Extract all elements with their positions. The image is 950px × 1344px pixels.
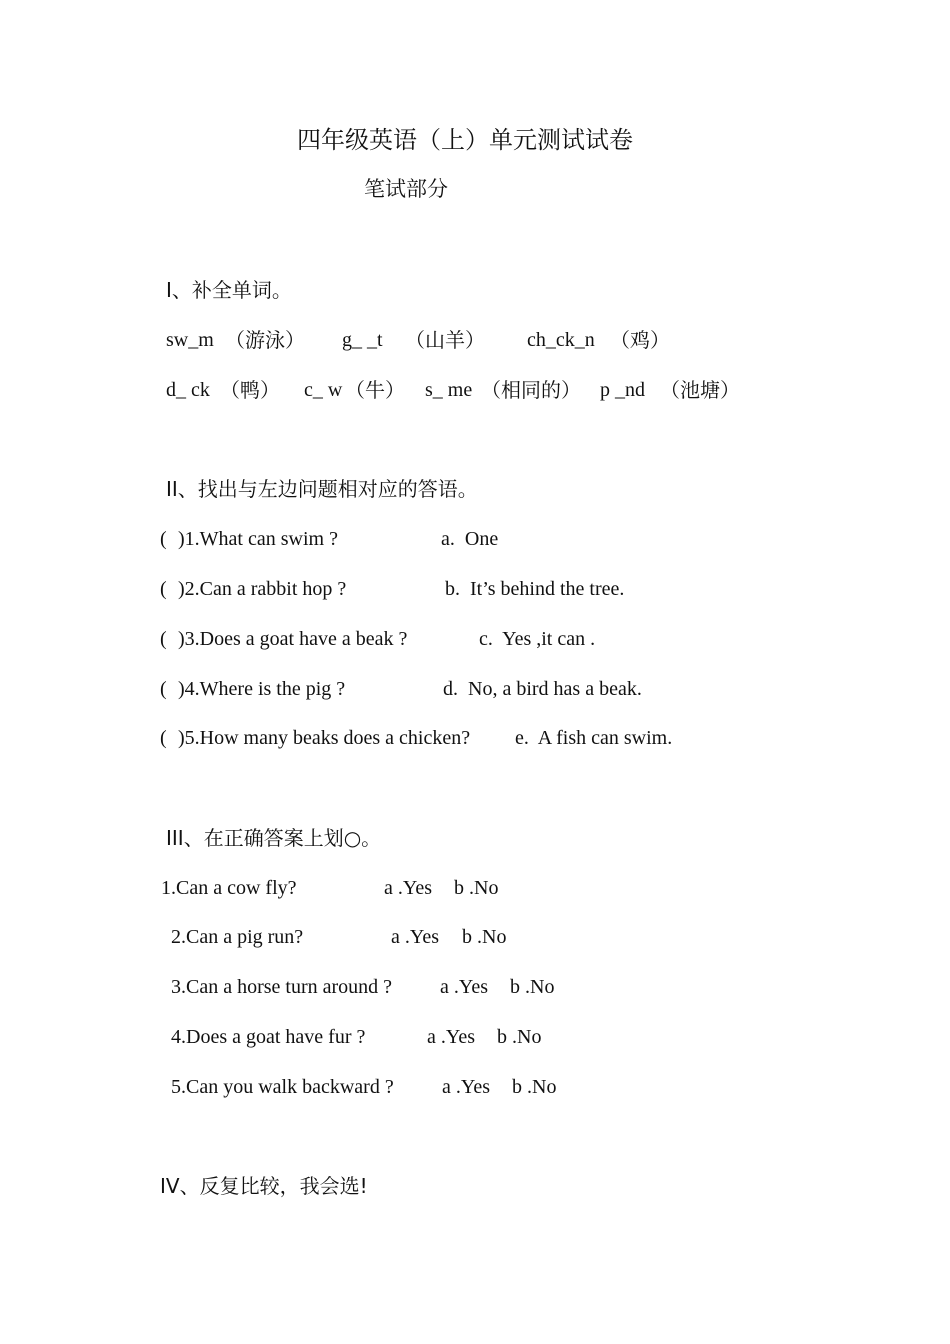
section-3-heading: III、在正确答案上划○。 xyxy=(166,826,382,850)
blank-word: d_ ck xyxy=(166,379,210,401)
matching-question: )3.Does a goat have a beak ? xyxy=(178,628,408,650)
option-a: a .Yes xyxy=(384,877,432,899)
matching-question: )4.Where is the pig ? xyxy=(178,678,346,700)
section-2-heading: II、找出与左边问题相对应的答语。 xyxy=(166,477,478,501)
matching-question: )2.Can a rabbit hop ? xyxy=(178,578,347,600)
matching-answer: a. One xyxy=(441,528,499,550)
option-a: a .Yes xyxy=(440,976,488,998)
blank-word: ch_ck_n xyxy=(527,329,595,351)
matching-answer: c. Yes ,it can . xyxy=(479,628,596,650)
word-meaning: （鸭） xyxy=(220,378,280,402)
word-meaning: （相同的） xyxy=(481,378,581,402)
section-1-heading: I、补全单词。 xyxy=(166,278,292,302)
option-b: b .No xyxy=(462,926,507,948)
choice-question: 5.Can you walk backward ? xyxy=(171,1076,394,1098)
option-a: a .Yes xyxy=(427,1026,475,1048)
option-a: a .Yes xyxy=(442,1076,490,1098)
section-4-heading: IV、反复比较，我会选! xyxy=(160,1174,368,1198)
blank-word: s_ me xyxy=(425,379,473,401)
word-meaning: （游泳） xyxy=(225,328,305,352)
word-meaning: （池塘） xyxy=(660,378,740,402)
blank-word: c_ w xyxy=(304,379,343,401)
word-meaning: （鸡） xyxy=(610,328,670,352)
option-b: b .No xyxy=(497,1026,542,1048)
choice-question: 4.Does a goat have fur ? xyxy=(171,1026,366,1048)
option-b: b .No xyxy=(454,877,499,899)
word-meaning: （牛） xyxy=(345,378,405,402)
answer-bracket: ( xyxy=(160,578,167,600)
page-subtitle: 笔试部分 xyxy=(364,177,448,201)
matching-answer: e. A fish can swim. xyxy=(515,727,673,749)
option-b: b .No xyxy=(510,976,555,998)
matching-answer: d. No, a bird has a beak. xyxy=(443,678,642,700)
answer-bracket: ( xyxy=(160,678,167,700)
matching-question: )5.How many beaks does a chicken? xyxy=(178,727,471,749)
blank-word: g_ _t xyxy=(342,329,383,351)
word-meaning: （山羊） xyxy=(405,328,485,352)
choice-question: 3.Can a horse turn around ? xyxy=(171,976,393,998)
page-title: 四年级英语（上）单元测试试卷 xyxy=(297,126,633,154)
blank-word: p _nd xyxy=(600,379,645,401)
choice-question: 1.Can a cow fly? xyxy=(161,877,297,899)
matching-answer: b. It’s behind the tree. xyxy=(445,578,625,600)
matching-question: )1.What can swim ? xyxy=(178,528,338,550)
option-a: a .Yes xyxy=(391,926,439,948)
option-b: b .No xyxy=(512,1076,557,1098)
choice-question: 2.Can a pig run? xyxy=(171,926,304,948)
answer-bracket: ( xyxy=(160,628,167,650)
answer-bracket: ( xyxy=(160,528,167,550)
answer-bracket: ( xyxy=(160,727,167,749)
blank-word: sw_m xyxy=(166,329,214,351)
